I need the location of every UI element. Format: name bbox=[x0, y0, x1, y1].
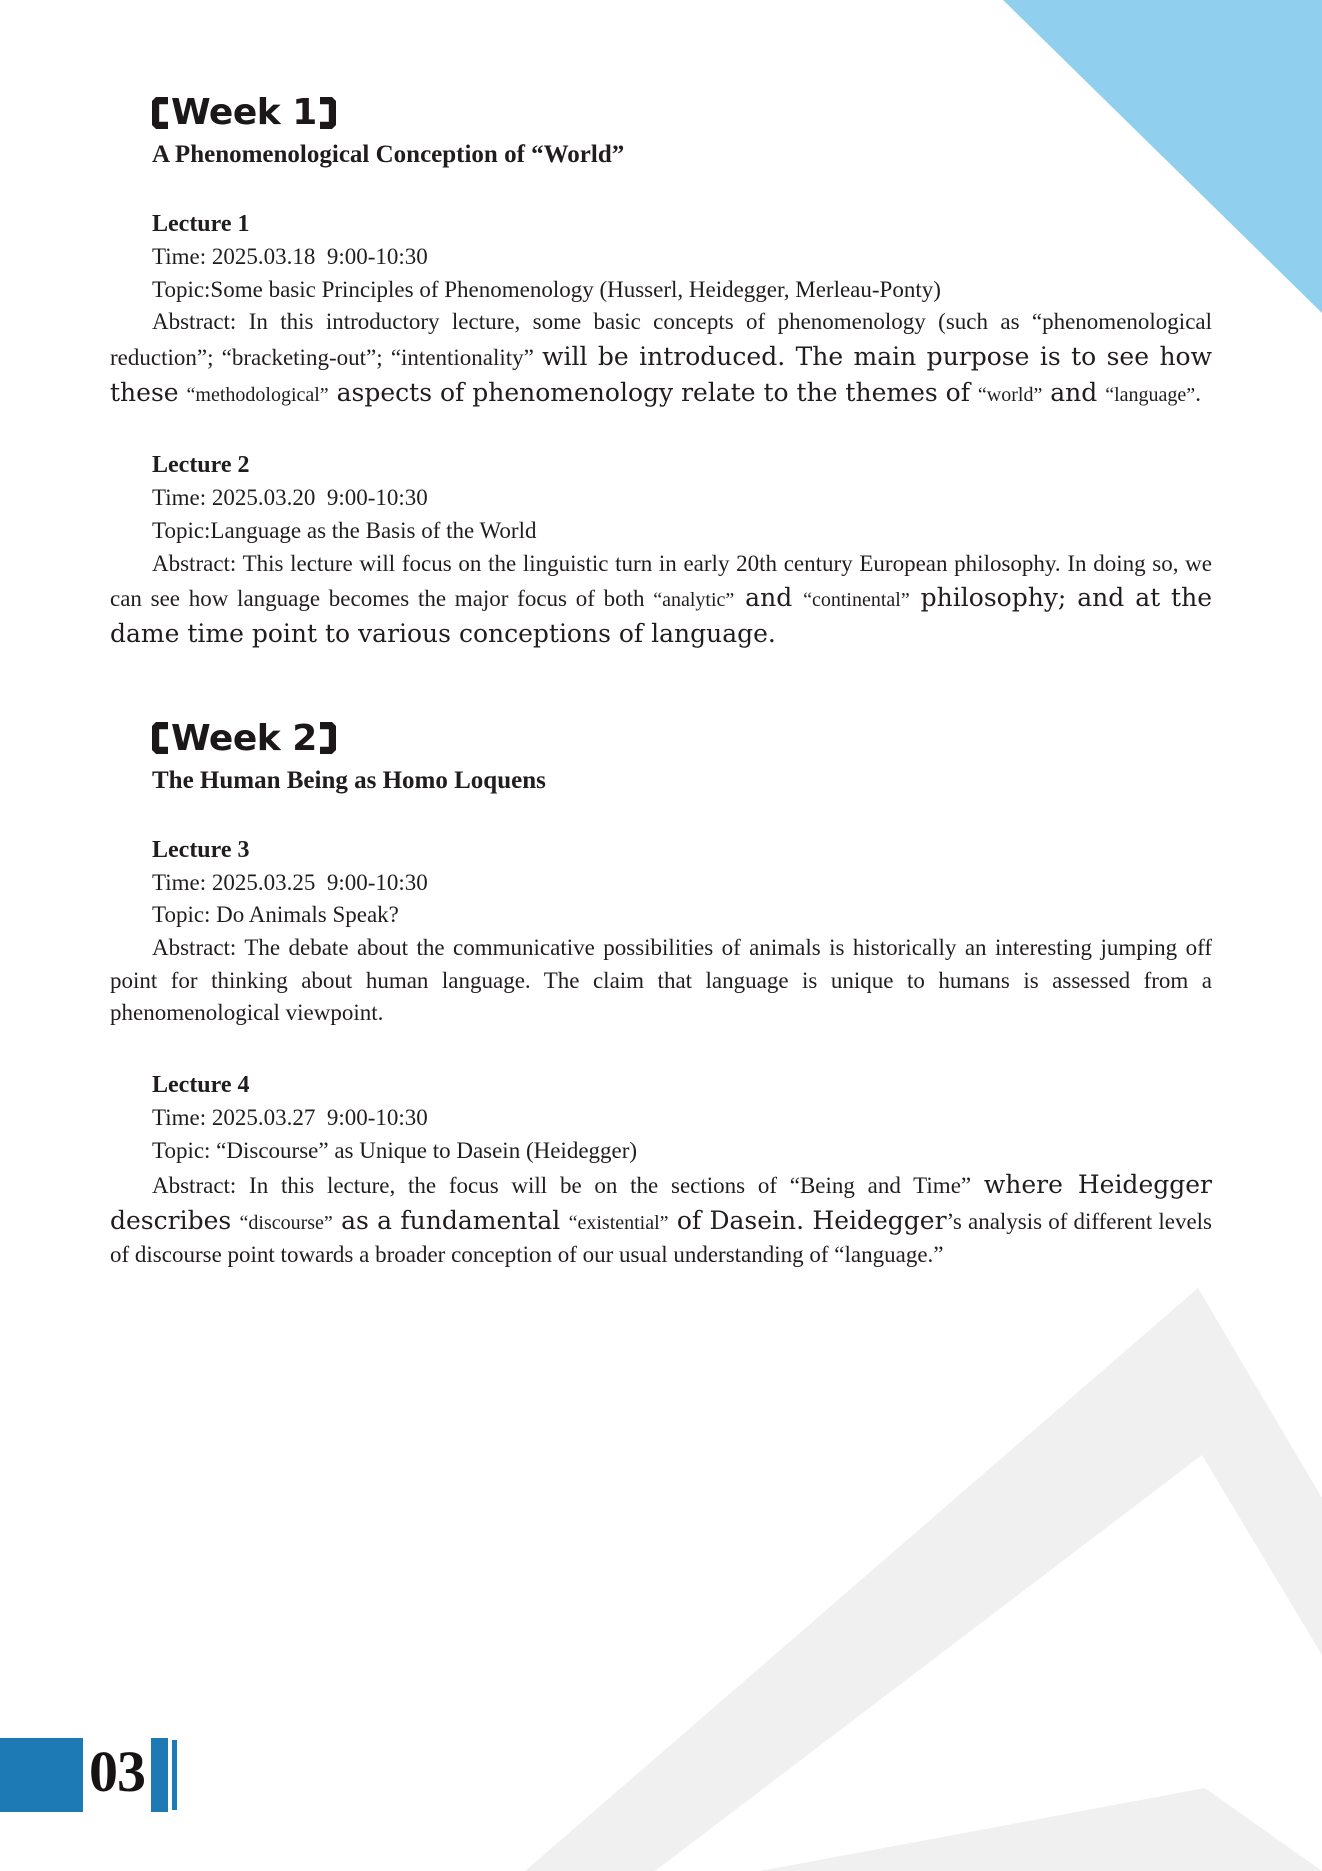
abstract-segment: “continental” bbox=[803, 589, 910, 612]
lecture-2-topic: Topic:Language as the Basis of the World bbox=[152, 518, 537, 544]
abstract-segment: as a fundamental bbox=[332, 1206, 569, 1236]
lenticular-bracket-right-icon bbox=[320, 94, 336, 132]
lecture-3-abstract bbox=[110, 932, 1212, 1030]
abstract-segment: and bbox=[734, 583, 804, 613]
abstract-segment: philosophy; and at the dame time point to various conceptions of language. bbox=[110, 583, 1213, 649]
lecture-3-topic: Topic: Do Animals Speak? bbox=[152, 902, 399, 928]
page-footer bbox=[0, 1738, 260, 1812]
week-1-subtitle: A Phenomenological Conception of “World” bbox=[152, 141, 625, 168]
abstract-segment: “methodological” bbox=[186, 383, 329, 406]
chevron-watermark bbox=[525, 1288, 1322, 1871]
abstract-segment: and bbox=[1042, 377, 1106, 407]
week-1-heading bbox=[110, 92, 1212, 133]
abstract-segment: “discourse” bbox=[239, 1212, 333, 1235]
footer-accent-bar-thin bbox=[172, 1740, 177, 1810]
lecture-4-time: Time: 2025.03.27 9:00-10:30 bbox=[152, 1105, 428, 1131]
footer-accent-bar-thick bbox=[151, 1738, 168, 1812]
abstract-segment: where Heidegger describes bbox=[110, 1170, 1212, 1236]
lecture-4-block bbox=[110, 1068, 1212, 1271]
lecture-1-time: Time: 2025.03.18 9:00-10:30 bbox=[152, 244, 428, 270]
week-2-subtitle: The Human Being as Homo Loquens bbox=[152, 766, 546, 794]
footer-accent-rect bbox=[0, 1738, 83, 1812]
week-1-label: Week 1 bbox=[171, 92, 317, 133]
footer-page-number: 03 bbox=[89, 1739, 145, 1804]
abstract-segment: Abstract: In this introductory lecture, some basic concepts of phenomenology (such as “phenomenological reduction”; “bracketing-out”; “intentionality” bbox=[110, 309, 1212, 371]
lenticular-bracket-left-icon bbox=[152, 94, 168, 132]
lenticular-bracket-right-icon bbox=[320, 719, 336, 757]
lecture-2-abstract bbox=[110, 548, 1212, 652]
lecture-2-title: Lecture 2 bbox=[152, 452, 250, 479]
week-1-section bbox=[110, 92, 1212, 652]
lecture-3-title: Lecture 3 bbox=[152, 836, 250, 863]
lecture-1-block bbox=[110, 207, 1212, 410]
abstract-segment: . bbox=[1195, 380, 1201, 406]
chevron-watermark-lower-band bbox=[760, 1788, 1322, 1871]
abstract-segment: ’s analysis of different levels of discourse point towards a broader conception of our usual understanding of “language.” bbox=[110, 1209, 1212, 1267]
lenticular-bracket-left-icon bbox=[152, 719, 168, 757]
week-2-section bbox=[110, 718, 1212, 1272]
week-2-heading bbox=[110, 718, 1212, 759]
week-2-label: Week 2 bbox=[171, 717, 317, 759]
lecture-2-block bbox=[110, 448, 1212, 651]
abstract-segment: of Dasein. Heidegger bbox=[668, 1206, 947, 1236]
lecture-4-topic: Topic: “Discourse” as Unique to Dasein (Heidegger) bbox=[152, 1137, 638, 1163]
abstract-segment: Abstract: This lecture will focus on the linguistic turn in early 20th century European philosophy. In doing so, we can see how language becomes the major focus of both bbox=[110, 550, 1212, 612]
abstract-segment: “language” bbox=[1105, 383, 1196, 406]
lecture-1-abstract bbox=[110, 306, 1212, 410]
abstract-segment: “analytic” bbox=[653, 589, 735, 612]
lecture-2-time: Time: 2025.03.20 9:00-10:30 bbox=[152, 485, 428, 511]
abstract-segment: Abstract: In this lecture, the focus will be on the sections of “Being and Time” bbox=[152, 1173, 984, 1199]
abstract-segment: will be introduced. The main purpose is to see how these bbox=[110, 342, 1212, 407]
abstract-segment: “existential” bbox=[568, 1212, 669, 1235]
abstract-segment: Abstract: The debate about the communicative possibilities of animals is historically an interesting jumping off point for thinking about human language. The claim that language is unique to humans is assessed from a phenomenological viewpoint. bbox=[110, 935, 1212, 1026]
lecture-4-title: Lecture 4 bbox=[152, 1072, 250, 1099]
page-content bbox=[110, 92, 1212, 1309]
lecture-4-abstract bbox=[110, 1167, 1212, 1271]
lecture-3-block bbox=[110, 833, 1212, 1030]
lecture-3-time: Time: 2025.03.25 9:00-10:30 bbox=[152, 869, 428, 895]
lecture-1-title: Lecture 1 bbox=[152, 211, 250, 237]
abstract-segment: aspects of phenomenology relate to the themes of bbox=[328, 377, 978, 407]
lecture-1-topic: Topic:Some basic Principles of Phenomenology (Husserl, Heidegger, Merleau-Ponty) bbox=[152, 276, 941, 302]
abstract-segment: “world” bbox=[977, 383, 1043, 406]
